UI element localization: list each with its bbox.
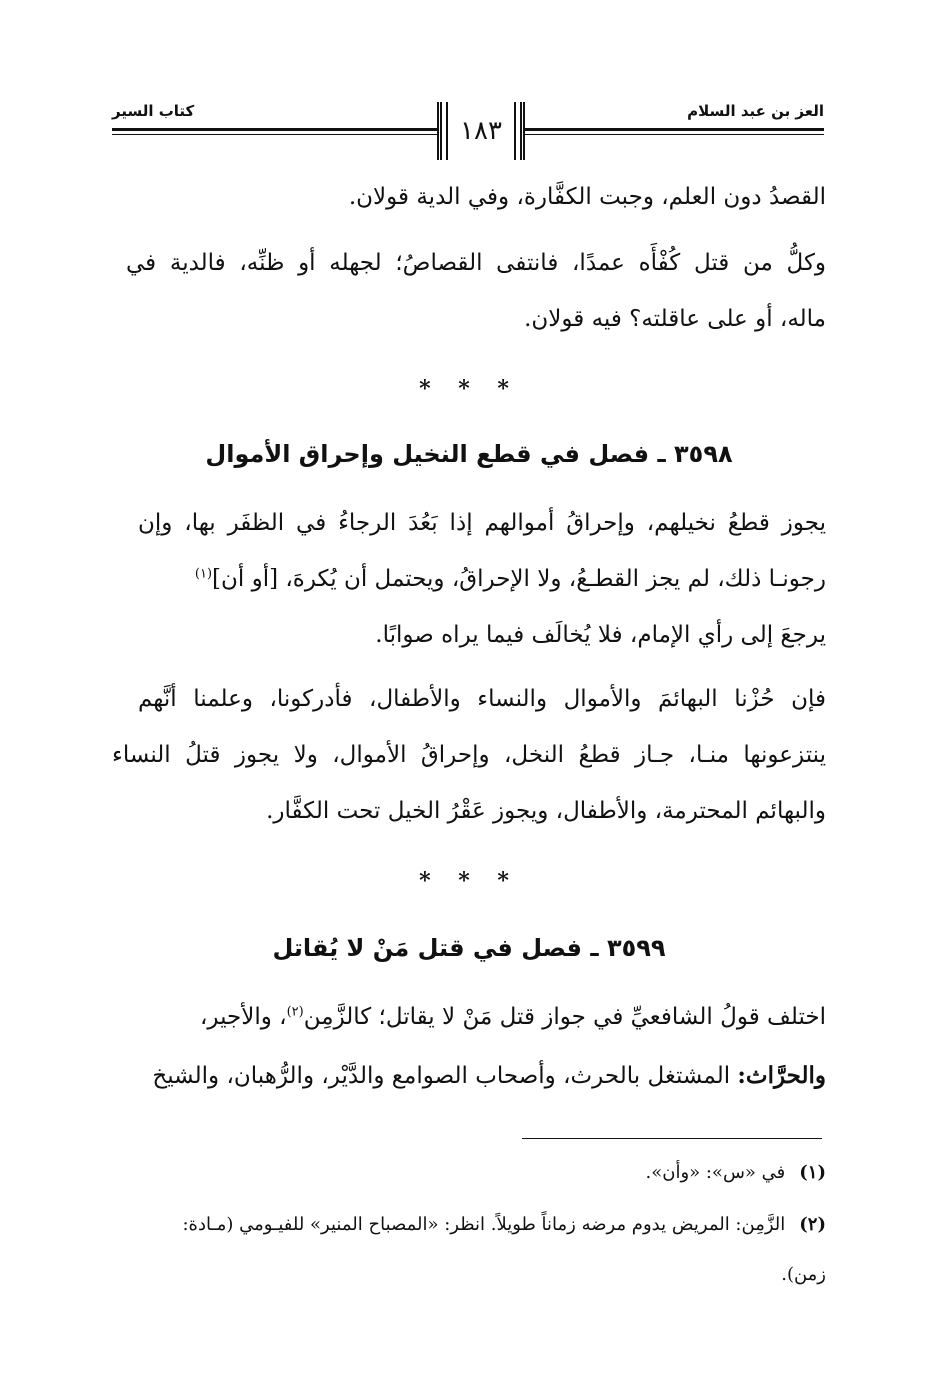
paragraph-line [112,1062,826,1091]
page-number: ١٨٣ [460,116,502,146]
footnote-rule [522,1138,822,1139]
paragraph-line: فإن حُزْنا البهائمَ والأموال والنساء والأطفال، فأدركونا، وعلمنا أنَّهم [138,686,826,712]
footnote-number: (١) [799,1162,826,1183]
paragraph-line: يرجعَ إلى رأي الإمام، فلا يُخالَف فيما يراه صوابًا. [375,622,826,648]
header-author: العز بن عبد السلام [687,102,824,120]
footnote [112,1162,826,1184]
paragraph-line: ماله، أو على عاقلته؟ فيه قولان. [524,306,826,332]
paragraph-text: اختلف قولُ الشافعيِّ في جواز قتل مَنْ لا يقاتل؛ كالزَّمِن [303,1004,826,1030]
defined-term: والحرَّاث: [737,1062,826,1089]
paragraph-text: ، والأجير، [199,1004,287,1030]
footnote-number: (٢) [799,1214,826,1235]
paragraph-line [112,566,826,594]
paragraph-text: رجونـا ذلك، لم يجز القطـعُ، ولا الإحراقُ، ويحتمل أن يُكرهَ، [أو أن] [212,566,826,592]
header-book-title: كتاب السير [112,102,195,120]
section-separator: * * * [419,868,519,894]
section-heading: ٣٥٩٩ ـ فصل في قتل مَنْ لا يُقاتل [272,934,666,962]
paragraph-line: القصدُ دون العلم، وجبت الكفَّارة، وفي الدية قولان. [348,184,826,210]
footnote-continuation: زمن). [781,1264,826,1285]
paragraph-line: والبهائم المحترمة، والأطفال، ويجوز عَقْرُ الخيل تحت الكفَّار. [266,798,826,824]
footnote-ref: (١) [194,566,213,582]
footnote [112,1214,826,1236]
page-number-frame [437,102,525,160]
section-separator: * * * [419,376,519,402]
running-header [112,92,824,172]
paragraph-line: ينتزعونها منـا، جـاز قطعُ النخل، وإحراقُ الأموال، ولا يجوز قتلُ النساء [112,742,826,768]
footnote-ref: (٢) [286,1004,304,1020]
paragraph-text: المشتغل بالحرث، وأصحاب الصوامع والدَّيْر، والرُّهبان، والشيخ [152,1063,738,1089]
paragraph-line: وكلُّ من قتل كُفْأَه عمدًا، فانتفى القصاصُ؛ لجهله أو ظنِّه، فالدية في [126,250,826,276]
section-heading: ٣٥٩٨ ـ فصل في قطع النخيل وإحراق الأموال [205,440,733,468]
paragraph-line: يجوز قطعُ نخيلهم، وإحراقُ أموالهم إذا بَعُدَ الرجاءُ في الظفَر بها، وإن [138,510,826,536]
footnote-text: في «س»: «وأن». [645,1162,786,1183]
paragraph-line [112,1004,826,1032]
footnote-text: الزَّمِن: المريض يدوم مرضه زماناً طويلاً. انظر: «المصباح المنير» للفيـومي (مـادة: [182,1214,786,1235]
